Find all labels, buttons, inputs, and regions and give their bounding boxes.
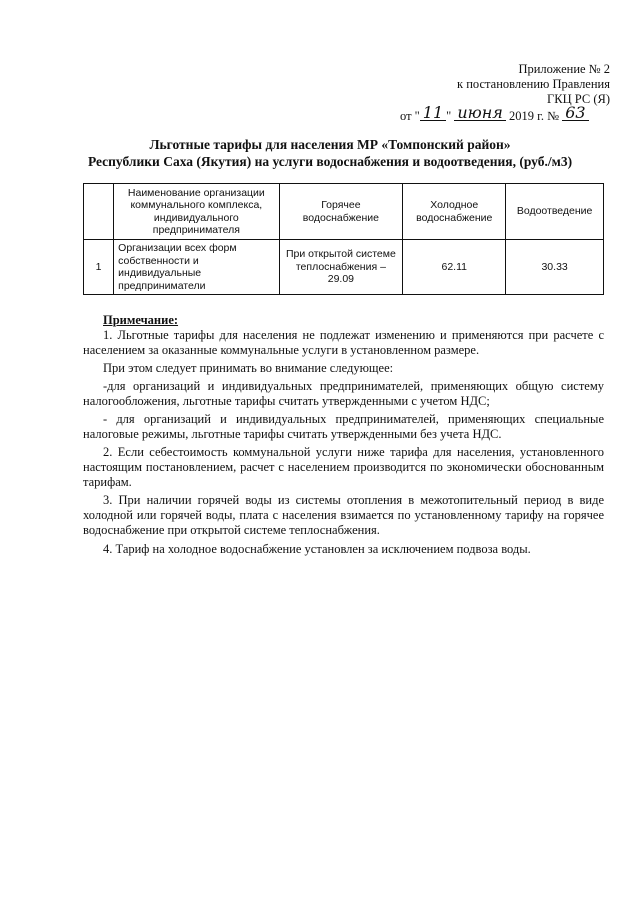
resolution-label: к постановлению Правления [457, 77, 610, 91]
handwritten-number: 63 [562, 105, 588, 121]
note-paragraph-1: 1. Льготные тарифы для населения не подлежат изменению и применяются при расчете с населением за оказанные коммунальные услуги в установленном размере. [83, 328, 604, 357]
date-line [400, 103, 610, 124]
appendix-label: Приложение № 2 [518, 62, 610, 76]
note-paragraph-3: -для организаций и индивидуальных предпринимателей, применяющих общую систему налогообложения, льготные тарифы считать утвержденными с учетом НДС; [83, 379, 604, 408]
date-prefix: от " [400, 109, 420, 123]
tariff-table [83, 183, 604, 295]
note-paragraph-4: - для организаций и индивидуальных предпринимателей, применяющих специальные налоговые режимы, льготные тарифы считать утвержденными без учета НДС. [83, 412, 604, 441]
table-header-row [84, 184, 604, 240]
note-paragraph-5: 2. Если себестоимость коммунальной услуги ниже тарифа для населения, установленного настоящим постановлением, расчет с населением производится по экономически обоснованным тарифам. [83, 445, 604, 489]
document-header [400, 62, 610, 124]
header-drainage: Водоотведение [506, 184, 604, 240]
notes-section [83, 313, 604, 560]
header-hot-water: Горячее водоснабжение [279, 184, 403, 240]
date-mid: " [446, 109, 452, 123]
handwritten-day: 11 [420, 105, 446, 121]
notes-title: Примечание: [103, 313, 179, 327]
document-title [40, 136, 620, 170]
row-cold-water: 62.11 [403, 240, 506, 295]
title-line-2: Республики Саха (Якутия) на услуги водоснабжения и водоотведения, (руб./м3) [87, 154, 573, 169]
row-num: 1 [84, 240, 114, 295]
table-row [84, 240, 604, 295]
row-org: Организации всех форм собственности и индивидуальные предприниматели [114, 240, 279, 295]
note-paragraph-7: 4. Тариф на холодное водоснабжение установлен за исключением подвоза воды. [103, 542, 531, 556]
handwritten-month: июня [454, 105, 506, 121]
note-paragraph-2: При этом следует принимать во внимание следующее: [103, 361, 394, 375]
note-paragraph-6: 3. При наличии горячей воды из системы отопления в межотопительный период в виде холодной или горячей воды, плата с населения взимается по установленному тарифу на горячее водоснабжение при открытой системе теплоснабжения. [83, 493, 604, 537]
header-org: Наименование организации коммунального комплекса, индивидуального предпринимателя [114, 184, 279, 240]
row-drainage: 30.33 [506, 240, 604, 295]
year-text: 2019 г. № [509, 109, 560, 123]
row-hot-water: При открытой системе теплоснабжения – 29.09 [279, 240, 403, 295]
header-num [84, 184, 114, 240]
header-cold-water: Холодное водоснабжение [403, 184, 506, 240]
org-label: ГКЦ РС (Я) [547, 92, 610, 106]
title-line-1: Льготные тарифы для населения МР «Томпонский район» [149, 137, 511, 152]
